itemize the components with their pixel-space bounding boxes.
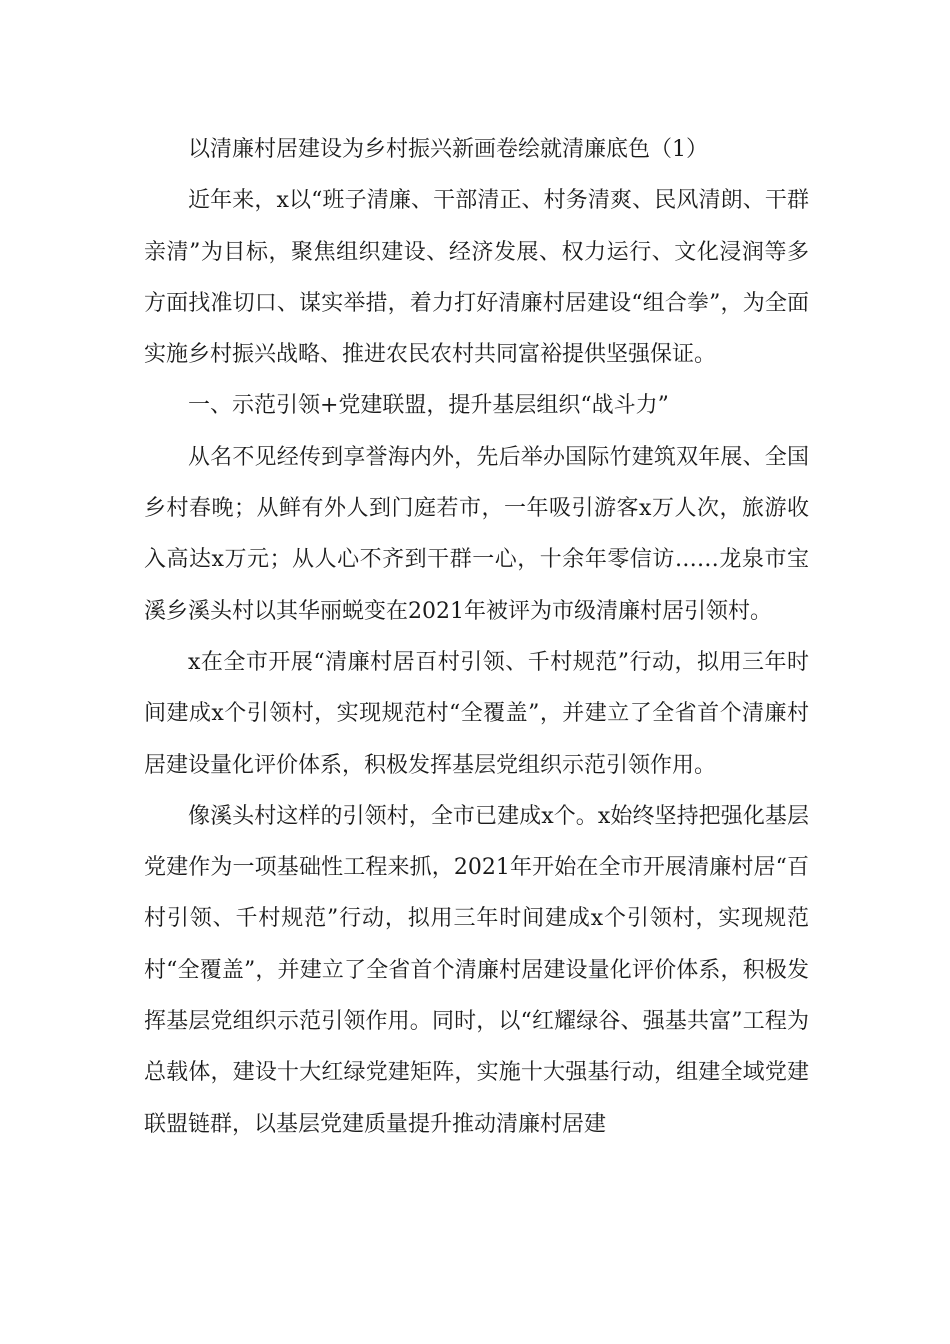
section-heading-1: 一、示范引领+党建联盟，提升基层组织“战斗力” <box>188 393 669 419</box>
document-title: 以清廉村居建设为乡村振兴新画卷绘就清廉底色（1） <box>188 137 708 162</box>
paragraph-xitou-village: 从名不见经传到享誉海内外，先后举办国际竹建筑双年展、全国乡村春晚；从鲜有外人到门庭若市，一年吸引游客x万人次，旅游收入高达x万元；从人心不齐到干群一心，十余年零信访……龙泉市宝溪乡溪头村以其华丽蜕变在2021年被评为市级清廉村居引领村。 <box>144 444 809 624</box>
document-body <box>144 124 809 1150</box>
paragraph-action-plan: x在全市开展“清廉村居百村引领、千村规范”行动，拟用三年时间建成x个引领村，实现规范村“全覆盖”，并建立了全省首个清廉村居建设量化评价体系，积极发挥基层党组织示范引领作用。 <box>144 649 809 778</box>
paragraph-party-building: 像溪头村这样的引领村，全市已建成x个。x始终坚持把强化基层党建作为一项基础性工程来抓，2021年开始在全市开展清廉村居“百村引领、千村规范”行动，拟用三年时间建成x个引领村，实现规范村“全覆盖”，并建立了全省首个清廉村居建设量化评价体系，积极发挥基层党组织示范引领作用。同时，以“红耀绿谷、强基共富”工程为总载体，建设十大红绿党建矩阵，实施十大强基行动，组建全域党建联盟链群，以基层党建质量提升推动清廉村居建 <box>144 803 809 1137</box>
paragraph-intro: 近年来，x以“班子清廉、干部清正、村务清爽、民风清朗、干群亲清”为目标，聚焦组织建设、经济发展、权力运行、文化浸润等多方面找准切口、谋实举措，着力打好清廉村居建设“组合拳”，为全面实施乡村振兴战略、推进农民农村共同富裕提供坚强保证。 <box>144 188 809 368</box>
